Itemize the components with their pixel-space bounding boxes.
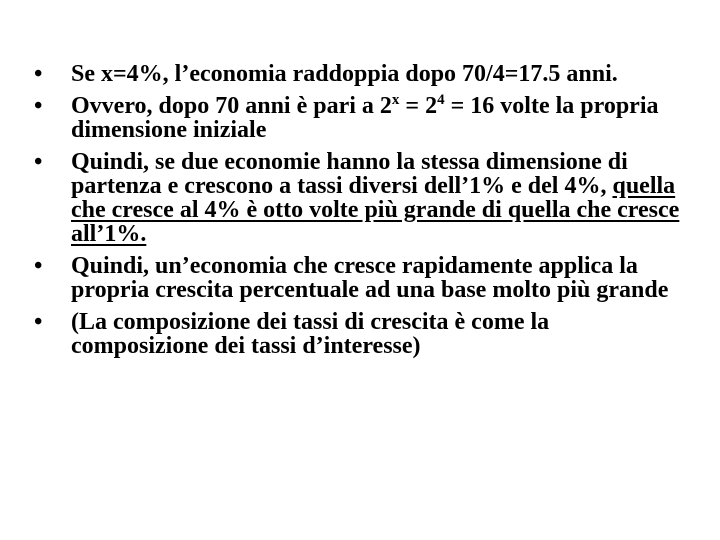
bullet-text: Quindi, un’economia che cresce rapidamente applica la propria crescita percentuale ad una base molto più grande xyxy=(71,253,669,303)
bullet-item xyxy=(34,62,684,86)
bullet-item xyxy=(34,94,684,142)
bullet-icon: • xyxy=(34,253,43,279)
bullet-text-post: = 16 volte la propria dimensione iniziale xyxy=(71,93,659,143)
bullet-text-mid: = 2 xyxy=(399,93,438,119)
bullet-icon: • xyxy=(34,149,43,175)
bullet-icon: • xyxy=(34,93,43,119)
bullet-item xyxy=(34,254,684,302)
bullet-text-pre: Quindi, se due economie hanno la stessa dimensione di partenza e crescono a tassi diversi dell’1% e del 4%, xyxy=(71,149,628,199)
underlined-conclusion: quella che cresce al 4% è otto volte più grande di quella che cresce all’1%. xyxy=(71,173,680,247)
bullet-list xyxy=(34,62,684,366)
bullet-text-pre: Ovvero, dopo 70 anni è pari a 2 xyxy=(71,93,392,119)
bullet-icon: • xyxy=(34,61,43,87)
bullet-item xyxy=(34,310,684,358)
bullet-text: (La composizione dei tassi di crescita è come la composizione dei tassi d’interesse) xyxy=(71,309,550,359)
superscript-x: x xyxy=(391,92,400,108)
bullet-icon: • xyxy=(34,309,43,335)
superscript-4: 4 xyxy=(437,92,445,108)
bullet-text xyxy=(71,93,659,143)
bullet-text xyxy=(71,149,679,247)
bullet-text: Se x=4%, l’economia raddoppia dopo 70/4=17.5 anni. xyxy=(71,61,618,87)
bullet-item xyxy=(34,150,684,246)
